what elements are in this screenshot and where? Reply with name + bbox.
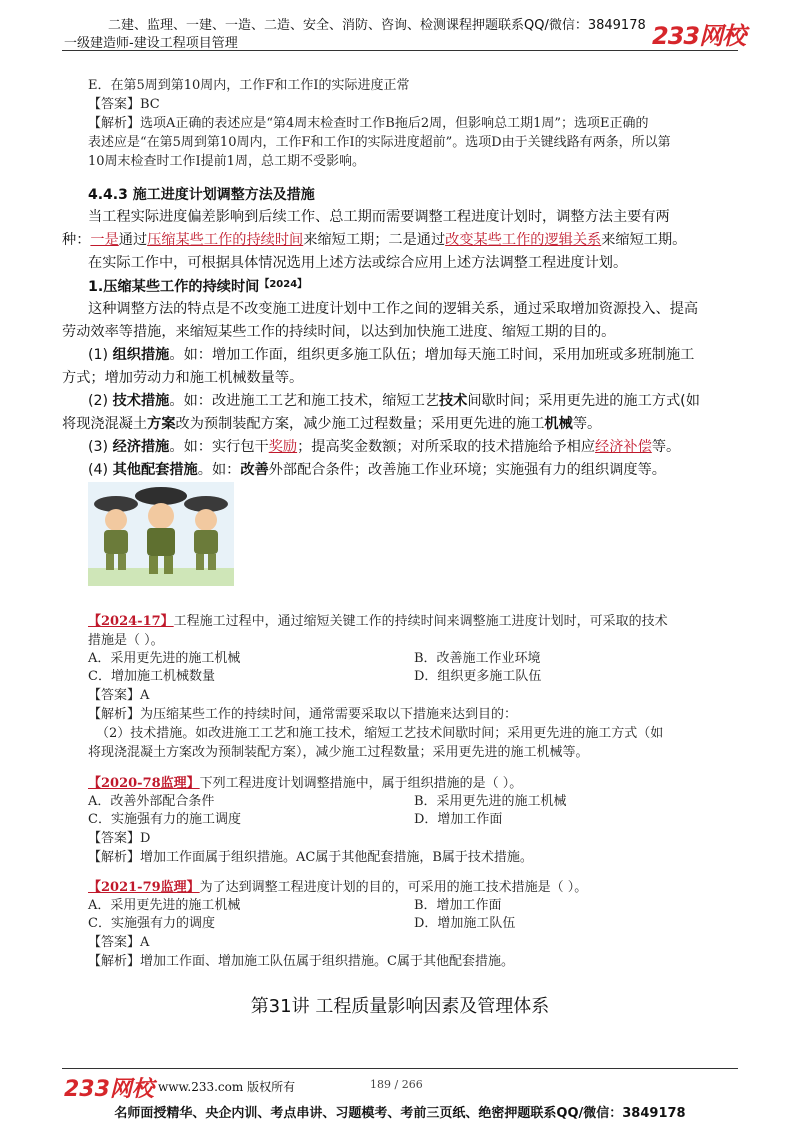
header-divider bbox=[62, 50, 738, 51]
footer-contact-line: 名师面授精华、央企内训、考点串讲、习题模考、考前三页纸、绝密押题联系QQ/微信：3849178 bbox=[114, 1106, 686, 1121]
highlight-compensation: 经济补偿 bbox=[595, 439, 652, 455]
q3-answer: 【答案】A bbox=[88, 935, 150, 950]
q1-option-a: A．采用更先进的施工机械 bbox=[88, 651, 241, 666]
q1-option-b: B．改善施工作业环境 bbox=[414, 651, 541, 666]
sub-heading: 1.压缩某些工作的持续时间$^{【2024】}$ bbox=[88, 279, 308, 295]
highlight-compress-duration: 压缩某些工作的持续时间 bbox=[147, 232, 304, 248]
para-3-line-2: 劳动效率等措施，来缩短某些工作的持续时间，以达到加快施工进度、缩短工期的目的。 bbox=[62, 324, 616, 340]
section-heading: 4.4.3 施工进度计划调整方法及措施 bbox=[88, 187, 315, 203]
q1-analysis-line-1: 【解析】为压缩某些工作的持续时间，通常需要采取以下措施来达到目的： bbox=[88, 707, 518, 722]
q2-option-b: B．采用更先进的施工机械 bbox=[414, 794, 567, 809]
q1-tag: 【2024-17】 bbox=[88, 614, 174, 629]
q2-analysis: 【解析】增加工作面属于组织措施。AC属于其他配套措施，B属于技术措施。 bbox=[88, 850, 533, 865]
q1-analysis-line-2: （2）技术措施。如改进施工工艺和施工技术，缩短工艺技术间歇时间；采用更先进的施工方式（如 bbox=[96, 726, 664, 741]
q3-option-d: D．增加施工队伍 bbox=[414, 916, 516, 931]
page-number: 189 / 266 bbox=[370, 1078, 423, 1091]
q1-stem-line-2: 措施是（ ）。 bbox=[88, 633, 164, 648]
para-1-line-1: 当工程实际进度偏差影响到后续工作、总工期而需要调整工程进度计划时，调整方法主要有两 bbox=[88, 209, 670, 225]
q2-stem: 【2020-78监理】下列工程进度计划调整措施中，属于组织措施的是（ ）。 bbox=[88, 776, 523, 791]
para-3-line-1: 这种调整方法的特点是不改变施工进度计划中工作之间的逻辑关系，通过采取增加资源投入、提高 bbox=[88, 301, 699, 317]
para-2: 在实际工作中，可根据具体情况选用上述方法或综合应用上述方法调整工程进度计划。 bbox=[88, 255, 628, 271]
measure-technical-line-1: (2) 技术措施。如：改进施工工艺和施工技术，缩短工艺技术间歇时间；采用更先进的施工方式(如 bbox=[88, 393, 700, 409]
q3-option-a: A．采用更先进的施工机械 bbox=[88, 898, 241, 913]
prev-analysis-line-1: 【解析】选项A正确的表述应是“第4周末检查时工作B拖后2周，但影响总工期1周”；选项E正确的 bbox=[88, 116, 649, 131]
q3-analysis: 【解析】增加工作面、增加施工队伍属于组织措施。C属于其他配套措施。 bbox=[88, 954, 514, 969]
option-e: E．在第5周到第10周内，工作F和工作I的实际进度正常 bbox=[88, 78, 410, 93]
measure-other: (4) 其他配套措施。如：改善外部配合条件；改善施工作业环境；实施强有力的组织调度等。 bbox=[88, 462, 666, 478]
measure-economic: (3) 经济措施。如：实行包干奖励；提高奖金数额；对所采取的技术措施给予相应经济补偿等。 bbox=[88, 439, 681, 455]
prev-analysis-line-2: 表述应是“在第5周到第10周内，工作F和工作I的实际进度超前”。选项D由于关键线路有两条，所以第 bbox=[88, 135, 671, 150]
workers-illustration bbox=[88, 482, 234, 586]
q2-tag: 【2020-78监理】 bbox=[88, 776, 200, 791]
q3-stem: 【2021-79监理】为了达到调整工程进度计划的目的，可采用的施工技术措施是（ ）。 bbox=[88, 880, 588, 895]
footer-site-link[interactable]: www.233.com 版权所有 bbox=[158, 1080, 296, 1094]
header-contact-line: 二建、监理、一建、一造、二造、安全、消防、咨询、检测课程押题联系QQ/微信：3849178 bbox=[108, 18, 646, 33]
lecture-title: 第31讲 工程质量影响因素及管理体系 bbox=[250, 996, 550, 1017]
header-subtitle: 一级建造师-建设工程项目管理 bbox=[64, 36, 238, 51]
prev-analysis-line-3: 10周末检查时工作I提前1周，总工期不受影响。 bbox=[88, 154, 365, 169]
highlight-change-logic: 改变某些工作的逻辑关系 bbox=[445, 232, 602, 248]
q1-analysis-line-3: 将现浇混凝土方案改为预制装配方案），减少施工过程数量；采用更先进的施工机械等。 bbox=[88, 745, 589, 760]
measure-technical-line-2: 将现浇混凝土方案改为预制装配方案，减少施工过程数量；采用更先进的施工机械等。 bbox=[62, 416, 602, 432]
year-tag: 【2024】 bbox=[259, 279, 308, 290]
q1-answer: 【答案】A bbox=[88, 688, 150, 703]
q3-option-b: B．增加工作面 bbox=[414, 898, 502, 913]
q2-option-a: A．改善外部配合条件 bbox=[88, 794, 215, 809]
highlight-first: 一是 bbox=[90, 232, 119, 248]
q3-tag: 【2021-79监理】 bbox=[88, 880, 200, 895]
q1-option-c: C．增加施工机械数量 bbox=[88, 669, 215, 684]
para-1-line-2: 种：一是通过压缩某些工作的持续时间来缩短工期；二是通过改变某些工作的逻辑关系来缩短工期。 bbox=[62, 232, 687, 248]
highlight-reward: 奖励 bbox=[268, 439, 298, 455]
measure-organization-line-1: (1) 组织措施。如：增加工作面，组织更多施工队伍；增加每天施工时间，采用加班或多班制施工 bbox=[88, 347, 695, 363]
footer-logo: 233网校 bbox=[64, 1077, 154, 1102]
q2-answer: 【答案】D bbox=[88, 831, 151, 846]
q3-option-c: C．实施强有力的调度 bbox=[88, 916, 215, 931]
q1-option-d: D．组织更多施工队伍 bbox=[414, 669, 542, 684]
q1-stem-line-1: 【2024-17】工程施工过程中，通过缩短关键工作的持续时间来调整施工进度计划时，可采取的技术 bbox=[88, 614, 668, 629]
measure-organization-line-2: 方式；增加劳动力和施工机械数量等。 bbox=[62, 370, 304, 386]
q2-option-d: D．增加工作面 bbox=[414, 812, 503, 827]
q2-option-c: C．实施强有力的施工调度 bbox=[88, 812, 241, 827]
footer-divider bbox=[62, 1068, 738, 1069]
brand-logo: 233网校 bbox=[652, 22, 746, 50]
prev-answer: 【答案】BC bbox=[88, 97, 160, 112]
